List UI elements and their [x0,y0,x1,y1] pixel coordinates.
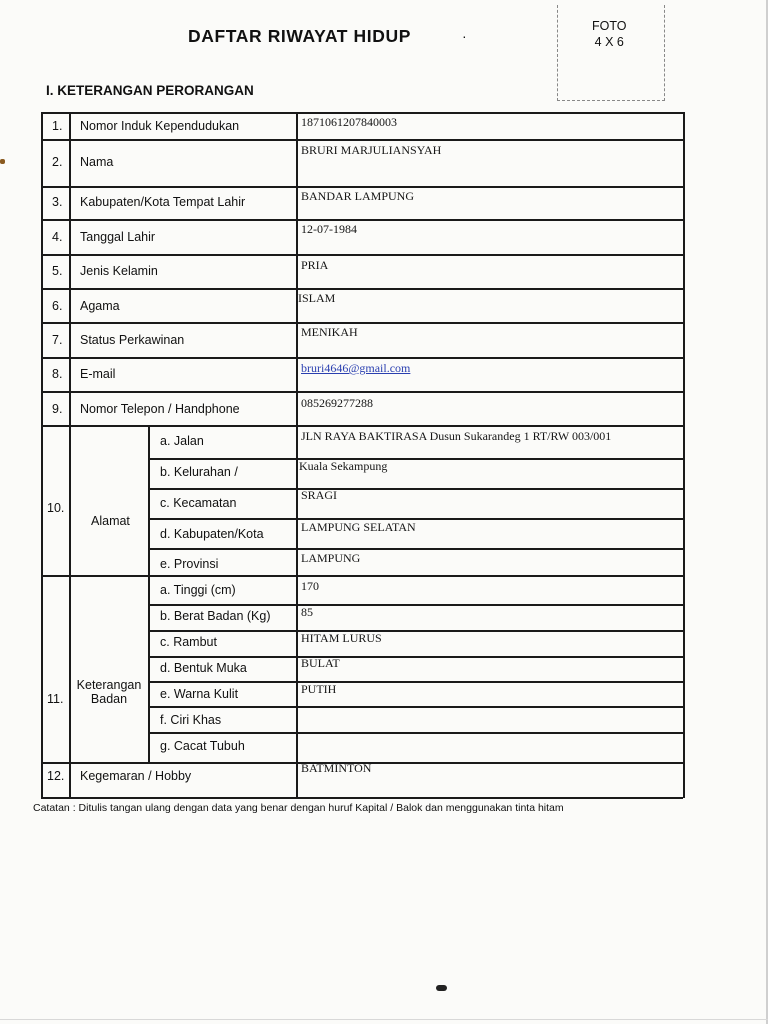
scan-edge [0,1019,768,1020]
row-number: 12. [47,769,65,783]
row-number: 8. [52,367,63,381]
row-number: 4. [52,230,63,244]
sub-label: d. Bentuk Muka [160,661,247,675]
group-label: Alamat [91,514,130,528]
scan-mark [0,159,5,164]
footnote: Catatan : Ditulis tangan ulang dengan data yang benar dengan huruf Kapital / Balok dan menggunakan tinta hitam [33,802,564,814]
table-rule [41,575,683,577]
sub-label: d. Kabupaten/Kota [160,527,264,541]
table-rule [148,425,150,762]
row-number: 6. [52,299,63,313]
sub-label: e. Provinsi [160,557,219,571]
photo-label [592,18,627,50]
sub-label: b. Berat Badan (Kg) [160,609,271,623]
table-rule [41,254,683,256]
sub-label: c. Rambut [160,635,217,649]
sub-label: f. Ciri Khas [160,713,222,727]
sub-value: HITAM LURUS [301,631,382,645]
row-label: Nomor Telepon / Handphone [80,402,240,416]
sub-label: c. Kecamatan [160,496,237,510]
scan-mark [436,985,447,991]
table-rule [41,797,683,799]
group-label-line2: Badan [90,692,128,706]
table-rule [148,458,683,460]
row-value: PRIA [301,258,329,272]
sub-value: JLN RAYA BAKTIRASA Dusun Sukarandeg 1 RT/RW 003/001 [301,429,612,443]
sub-label: e. Warna Kulit [160,687,239,701]
sub-label: b. Kelurahan / [160,465,238,479]
photo-label-line2: 4 X 6 [594,35,624,49]
table-rule [41,139,683,141]
row-number: 9. [52,402,63,416]
row-number: 3. [52,195,63,209]
section-title: I. KETERANGAN PERORANGAN [46,83,254,98]
stray-mark: · [462,28,467,44]
table-rule [41,112,43,797]
table-rule [41,219,683,221]
table-rule [296,112,298,797]
row-label: E-mail [80,367,116,381]
table-rule [148,732,683,734]
table-rule [41,288,683,290]
group-label [76,678,142,706]
table-rule [148,604,683,606]
row-value: 12-07-1984 [301,222,357,236]
sub-label: a. Jalan [160,434,204,448]
table-rule [41,357,683,359]
row-value: MENIKAH [301,325,358,339]
table-rule [148,656,683,658]
table-rule [148,706,683,708]
sub-value: Kuala Sekampung [299,459,388,473]
row-number: 2. [52,155,63,169]
table-rule [683,112,685,798]
row-value: BRURI MARJULIANSYAH [301,143,442,157]
sub-value: SRAGI [301,488,338,502]
table-rule [41,186,683,188]
row-value: 085269277288 [301,396,373,410]
row-value: BATMINTON [301,761,372,775]
row-label: Tanggal Lahir [80,230,156,244]
table-rule [148,630,683,632]
sub-label: a. Tinggi (cm) [160,583,236,597]
row-number: 10. [47,501,65,515]
row-value: BANDAR LAMPUNG [301,189,415,203]
table-rule [148,548,683,550]
sub-value: 170 [301,579,319,593]
row-label: Kabupaten/Kota Tempat Lahir [80,195,246,209]
row-label: Kegemaran / Hobby [80,769,192,783]
sub-value: LAMPUNG [301,551,361,565]
table-rule [69,112,71,797]
row-label: Nama [80,155,114,169]
row-number: 7. [52,333,63,347]
row-label: Nomor Induk Kependudukan [80,119,240,133]
table-rule [41,322,683,324]
table-rule [148,681,683,683]
row-value: ISLAM [298,291,336,305]
row-label: Jenis Kelamin [80,264,158,278]
sub-value: BULAT [301,656,340,670]
sub-label: g. Cacat Tubuh [160,739,245,753]
sub-value: PUTIH [301,682,337,696]
row-number: 1. [52,119,63,133]
table-rule [148,488,683,490]
table-rule [41,425,683,427]
sub-value: LAMPUNG SELATAN [301,520,416,534]
row-label: Agama [80,299,120,313]
sub-value: 85 [301,605,313,619]
table-rule [41,391,683,393]
table-rule [41,112,683,114]
row-value: 1871061207840003 [301,115,397,129]
photo-label-line1: FOTO [592,19,627,33]
row-label: Status Perkawinan [80,333,185,347]
document-title: DAFTAR RIWAYAT HIDUP [188,26,411,46]
email-link[interactable]: bruri4646@gmail.com [301,361,411,375]
row-number: 5. [52,264,63,278]
row-number: 11. [47,692,64,706]
group-label-line1: Keterangan [76,678,142,692]
